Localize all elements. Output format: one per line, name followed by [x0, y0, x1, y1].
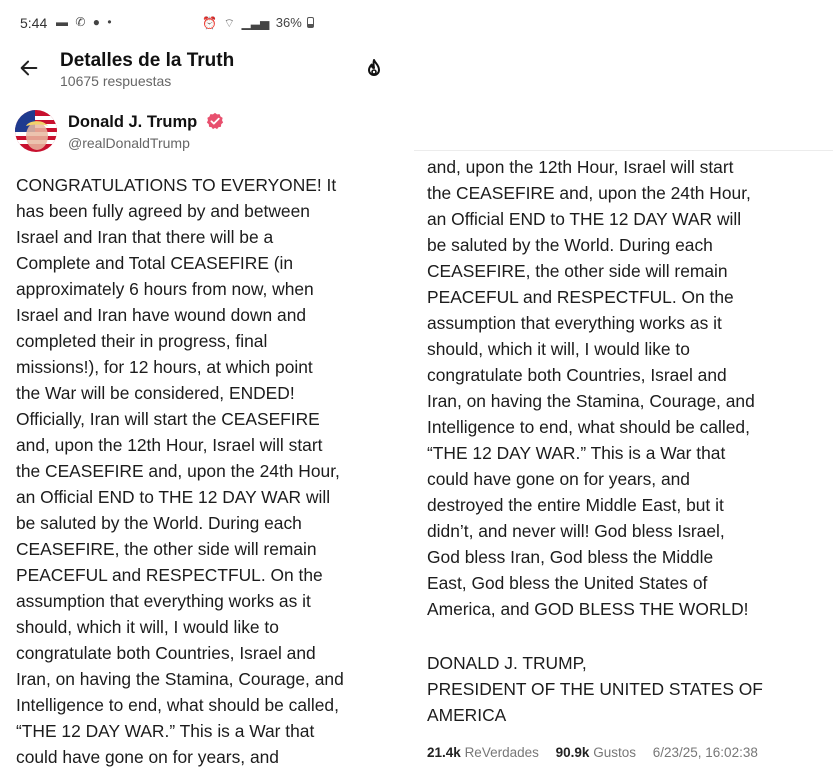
post-author[interactable]: [0, 104, 414, 160]
status-time: 5:44: [20, 15, 48, 31]
facebook-icon: ●: [92, 15, 102, 29]
message-icon: ▬: [56, 15, 70, 29]
likes-stat[interactable]: 90.9k Gustos: [555, 745, 636, 760]
verified-badge-icon: [206, 112, 224, 130]
wifi-icon: ⌔: [223, 16, 235, 30]
reposts-stat[interactable]: 21.4k ReVerdades: [427, 745, 539, 760]
phone-screen: [0, 0, 414, 768]
call-icon: ✆: [75, 15, 88, 29]
author-handle: @realDonaldTrump: [68, 135, 190, 151]
author-name: Donald J. Trump: [68, 112, 224, 132]
page-title: Detalles de la Truth: [60, 50, 235, 71]
status-bar: [0, 0, 414, 46]
alarm-icon: ⏰: [202, 16, 217, 30]
post-stats: [427, 745, 827, 760]
post-continuation-panel: [414, 0, 833, 768]
back-button[interactable]: [14, 54, 44, 84]
status-right: [202, 15, 314, 31]
app-bar: [0, 46, 414, 98]
lte-signal-icon: ▁▃▅: [241, 16, 270, 30]
reply-count: 10675 respuestas: [60, 73, 172, 89]
post-signature: DONALD J. TRUMP, PRESIDENT OF THE UNITED STATES OF AMERICA: [427, 653, 763, 725]
battery-icon: [307, 17, 314, 28]
divider: [414, 150, 833, 151]
trending-button[interactable]: [360, 56, 388, 84]
avatar[interactable]: [15, 110, 57, 152]
post-timestamp: 6/23/25, 16:02:38: [652, 745, 758, 760]
post-body: CONGRATULATIONS TO EVERYONE! It has been fully agreed by and between Israel and Iran that there will be a Complete and Total CEASEFIRE (in approximately 6 hours from now, when Israel and Iran have wound down and completed their in progress, final missions!), for 12 hours, at which point the War will be considered, ENDED! Officially, Iran will start the CEASEFIRE and, upon the 12th Hour, Israel will start the CEASEFIRE and, upon the 24th Hour, an Official END to THE 12 DAY WAR will be saluted by the World. During each CEASEFIRE, the other side will remain PEACEFUL and RESPECTFUL. On the assumption that everything works as it should, which it will, I would like to congratulate both Countries, Israel and Iran, on having the Stamina, Courage, and Intelligence to end, what should be called, “THE 12 DAY WAR.” This is a War that could have gone on for years, and: [16, 175, 344, 767]
post-body-continued: and, upon the 12th Hour, Israel will start the CEASEFIRE and, upon the 24th Hour, an Official END to THE 12 DAY WAR will be saluted by the World. During each CEASEFIRE, the other side will remain PEACEFUL and RESPECTFUL. On the assumption that everything works as it should, which it will, I would like to congratulate both Countries, Israel and Iran, on having the Stamina, Courage, and Intelligence to end, what should be called, “THE 12 DAY WAR.” This is a War that could have gone on for years, and destroyed the entire Middle East, but it didn’t, and never will! God bless Israel, God bless Iran, God bless the Middle East, God bless the United States of America, and GOD BLESS THE WORLD!: [427, 157, 755, 619]
notification-icons: [56, 15, 114, 29]
flame-icon: [362, 57, 386, 81]
arrow-left-icon: [18, 57, 40, 79]
flag-portrait-icon: [15, 110, 57, 152]
dot-icon: •: [107, 15, 114, 29]
battery-percent: 36%: [275, 15, 302, 30]
